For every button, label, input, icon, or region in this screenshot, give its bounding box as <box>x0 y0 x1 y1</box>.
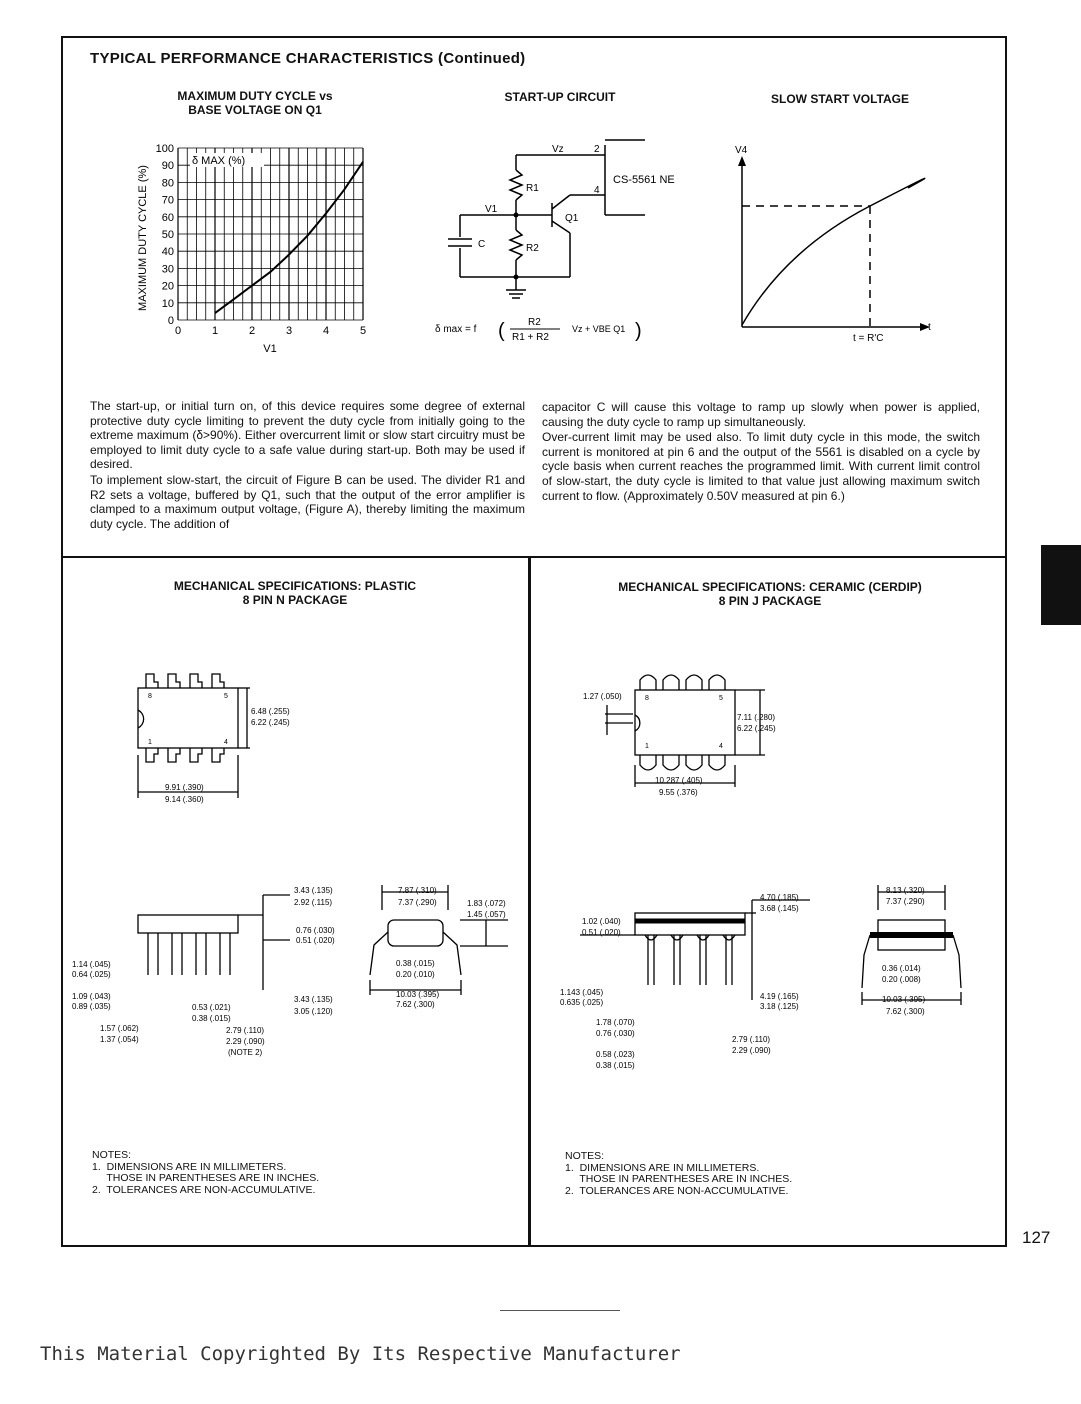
plastic-side-g1: 1.57 (.062) <box>100 1024 139 1033</box>
ceramic-end-a1: 8.13 (.320) <box>886 886 925 895</box>
formula-den: R1 + R2 <box>512 332 549 343</box>
plastic-end-a1: 7.87 (.310) <box>398 886 437 895</box>
duty-grid <box>178 148 363 320</box>
ceramic-side-view <box>560 885 840 1075</box>
ceramic-side-c2: 0.635 (.025) <box>560 998 604 1007</box>
plastic-title-1: MECHANICAL SPECIFICATIONS: PLASTIC <box>173 579 417 593</box>
section-tab <box>1041 545 1081 625</box>
ceramic-side-e1: 1.78 (.070) <box>596 1018 635 1027</box>
plastic-width-min: 6.22 (.245) <box>251 718 290 727</box>
duty-ytick: 50 <box>161 229 174 241</box>
slowstart-title: SLOW START VOLTAGE <box>771 92 909 106</box>
startup-r1: R1 <box>526 183 539 194</box>
duty-ytick: 30 <box>161 263 174 276</box>
ceramic-side-a2: 3.68 (.145) <box>760 904 799 913</box>
ceramic-side-e2: 0.76 (.030) <box>596 1029 635 1038</box>
plastic-side-c1: 1.14 (.045) <box>72 960 111 969</box>
plastic-side-f1: 3.43 (.135) <box>294 995 333 1004</box>
startup-circuit <box>430 135 700 355</box>
plastic-end-view <box>360 880 520 1010</box>
ceramic-title <box>560 580 980 608</box>
duty-ytick: 100 <box>155 143 174 155</box>
mech-divider <box>528 556 531 1247</box>
plastic-pin4: 4 <box>224 739 228 746</box>
ceramic-title-2: 8 PIN J PACKAGE <box>718 594 822 608</box>
duty-legend: δ MAX (%) <box>192 155 246 167</box>
plastic-side-d2: 0.89 (.035) <box>72 1002 111 1011</box>
text-column-left <box>90 399 525 532</box>
ceramic-title-1: MECHANICAL SPECIFICATIONS: CERAMIC (CERDIP) <box>618 580 922 594</box>
plastic-title <box>120 579 470 607</box>
startup-ic: CS-5561 NE <box>613 174 675 186</box>
duty-xtick: 5 <box>359 325 367 337</box>
ceramic-side-a1: 4.70 (.185) <box>760 893 799 902</box>
duty-xtick: 1 <box>211 325 219 337</box>
formula-bracket-left: ( <box>498 320 505 342</box>
ceramic-side-b1: 1.02 (.040) <box>582 917 621 926</box>
startup-title: START-UP CIRCUIT <box>504 90 616 104</box>
ceramic-length-min: 9.55 (.376) <box>659 788 698 797</box>
startup-vz: Vz <box>552 144 564 155</box>
startup-pin2: 2 <box>594 144 600 155</box>
plastic-length-max: 9.91 (.390) <box>165 783 204 792</box>
ceramic-length-max: 10.287 (.405) <box>655 776 703 785</box>
ceramic-end-view <box>850 880 980 1020</box>
plastic-side-h3: (NOTE 2) <box>228 1048 263 1057</box>
plastic-side-h1: 2.79 (.110) <box>226 1026 265 1035</box>
duty-xtick: 4 <box>322 325 330 337</box>
ceramic-end-c2: 0.20 (.008) <box>882 975 921 984</box>
plastic-side-a2: 2.92 (.115) <box>294 898 333 907</box>
ceramic-side-g1: 0.58 (.023) <box>596 1050 635 1059</box>
ceramic-pin4: 4 <box>719 743 723 750</box>
ceramic-end-d2: 7.62 (.300) <box>886 1007 925 1016</box>
page-number: 127 <box>1022 1228 1051 1247</box>
formula-rest: Vz + VBE Q1 <box>572 324 626 334</box>
ceramic-top-view <box>575 665 805 805</box>
ceramic-width-max: 7.11 (.280) <box>737 713 776 722</box>
duty-ytick: 60 <box>161 211 174 224</box>
ceramic-side-g2: 0.38 (.015) <box>596 1061 635 1070</box>
plastic-side-f2: 3.05 (.120) <box>294 1007 333 1016</box>
slowstart-ylabel: V4 <box>735 145 748 156</box>
startup-c: C <box>478 239 486 250</box>
formula-prefix: δ max = f <box>435 324 477 335</box>
plastic-end-b2: 1.45 (.057) <box>467 910 506 919</box>
plastic-title-2: 8 PIN N PACKAGE <box>242 593 348 607</box>
duty-ytick: 0 <box>167 315 174 327</box>
ceramic-end-d1: 10.03 (.395) <box>882 995 926 1004</box>
text-right-p2: Over-current limit may be used also. To limit duty cycle in this mode, the switch current is monitored at pin 6 and the output of the 5561 is disabled on a cycle by cycle basis when current reaches the programmed limit. With current limit control of slow-start, the duty cycle is limited to that value just allowing maximum switch current to flow. (Approximately 0.50V measured at pin 6.) <box>542 430 980 503</box>
ceramic-side-d2: 3.18 (.125) <box>760 1002 799 1011</box>
plastic-side-h2: 2.29 (.090) <box>226 1037 265 1046</box>
duty-xtick: 2 <box>248 325 256 337</box>
plastic-top-view <box>120 660 320 810</box>
ceramic-pin1: 1 <box>645 743 649 750</box>
duty-ytick: 70 <box>161 194 174 207</box>
plastic-side-b2: 0.51 (.020) <box>296 936 335 945</box>
plastic-end-a2: 7.37 (.290) <box>398 898 437 907</box>
plastic-end-c2: 0.20 (.010) <box>396 970 435 979</box>
plastic-end-c1: 0.38 (.015) <box>396 959 435 968</box>
plastic-width-max: 6.48 (.255) <box>251 707 290 716</box>
ceramic-width-min: 6.22 (.245) <box>737 724 776 733</box>
duty-ytick: 90 <box>161 160 174 173</box>
ceramic-pin8: 8 <box>645 695 649 702</box>
ceramic-pin5: 5 <box>719 695 723 702</box>
startup-v1: V1 <box>485 204 498 215</box>
startup-r2: R2 <box>526 243 539 254</box>
duty-chart-title-2: BASE VOLTAGE ON Q1 <box>188 103 322 117</box>
slowstart-chart <box>725 140 945 350</box>
plastic-length-min: 9.14 (.360) <box>165 795 204 804</box>
scan-mark <box>500 1310 620 1311</box>
ceramic-end-c1: 0.36 (.014) <box>882 964 921 973</box>
copyright-notice: This Material Copyrighted By Its Respective Manufacturer <box>40 1343 681 1365</box>
slowstart-marker: t = R'C <box>853 333 884 344</box>
plastic-side-e1: 0.53 (.021) <box>192 1003 231 1012</box>
text-left-p1: The start-up, or initial turn on, of this device requires some degree of external protective duty cycle limiting to prevent the duty cycle from initially going to the extreme maximum (δ>90%). Either overcurrent limit or slow start circuitry must be employed to limit duty cycle to a safe value during start-up. Both may be used if desired. <box>90 399 525 472</box>
duty-ytick: 20 <box>161 280 174 293</box>
plastic-end-d1: 10.03 (.395) <box>396 990 440 999</box>
plastic-side-d1: 1.09 (.043) <box>72 992 111 1001</box>
plastic-end-d2: 7.62 (.300) <box>396 1000 435 1009</box>
ceramic-side-b2: 0.51 (.020) <box>582 928 621 937</box>
ceramic-end-a2: 7.37 (.290) <box>886 897 925 906</box>
plastic-end-b1: 1.83 (.072) <box>467 899 506 908</box>
duty-ytick: 80 <box>161 177 174 190</box>
duty-ytick: 40 <box>161 246 174 259</box>
plastic-pin8: 8 <box>148 693 152 700</box>
text-left-p2: To implement slow-start, the circuit of Figure B can be used. The divider R1 and R2 sets a voltage, buffered by Q1, such that the output of the error amplifier is clamped to a maximum output voltage, (Figure A), thereby limiting the maximum duty cycle. The addition of <box>90 472 525 531</box>
duty-xtick: 3 <box>285 325 293 337</box>
slowstart-xlabel: t <box>928 322 931 333</box>
page-title: TYPICAL PERFORMANCE CHARACTERISTICS (Continued) <box>90 50 526 67</box>
duty-chart-title <box>140 89 370 117</box>
ceramic-side-f2: 2.29 (.090) <box>732 1046 771 1055</box>
plastic-notes: NOTES: 1. DIMENSIONS ARE IN MILLIMETERS. THOSE IN PARENTHESES ARE IN INCHES. 2. TOLERANCES ARE NON-ACCUMULATIVE. <box>92 1149 320 1196</box>
ceramic-side-c1: 1.143 (.045) <box>560 988 604 997</box>
plastic-side-g2: 1.37 (.054) <box>100 1035 139 1044</box>
startup-pin4: 4 <box>594 185 600 196</box>
duty-ylabel: MAXIMUM DUTY CYCLE (%) <box>137 165 149 311</box>
duty-xlabel: V1 <box>263 343 277 355</box>
ceramic-notes: NOTES: 1. DIMENSIONS ARE IN MILLIMETERS. THOSE IN PARENTHESES ARE IN INCHES. 2. TOLERANCES ARE NON-ACCUMULATIVE. <box>565 1150 793 1197</box>
plastic-pin5: 5 <box>224 693 228 700</box>
text-column-right <box>542 400 980 504</box>
plastic-side-b1: 0.76 (.030) <box>296 926 335 935</box>
duty-chart-title-1: MAXIMUM DUTY CYCLE vs <box>177 89 333 103</box>
plastic-pin1: 1 <box>148 739 152 746</box>
plastic-side-view <box>68 880 368 1070</box>
section-divider <box>61 556 1007 558</box>
duty-chart <box>130 140 380 360</box>
duty-ytick: 10 <box>161 297 174 310</box>
startup-q1: Q1 <box>565 213 579 224</box>
formula-num: R2 <box>528 317 541 328</box>
text-right-p1: capacitor C will cause this voltage to ramp up slowly when power is applied, causing the duty cycle to ramp up simultaneously. <box>542 400 980 429</box>
formula-bracket-right: ) <box>635 320 642 342</box>
ceramic-side-f1: 2.79 (.110) <box>732 1035 771 1044</box>
ceramic-side-d1: 4.19 (.165) <box>760 992 799 1001</box>
plastic-side-c2: 0.64 (.025) <box>72 970 111 979</box>
plastic-side-a1: 3.43 (.135) <box>294 886 333 895</box>
duty-xtick: 0 <box>174 325 182 337</box>
plastic-side-e2: 0.38 (.015) <box>192 1014 231 1023</box>
ceramic-notch: 1.27 (.050) <box>583 692 622 701</box>
